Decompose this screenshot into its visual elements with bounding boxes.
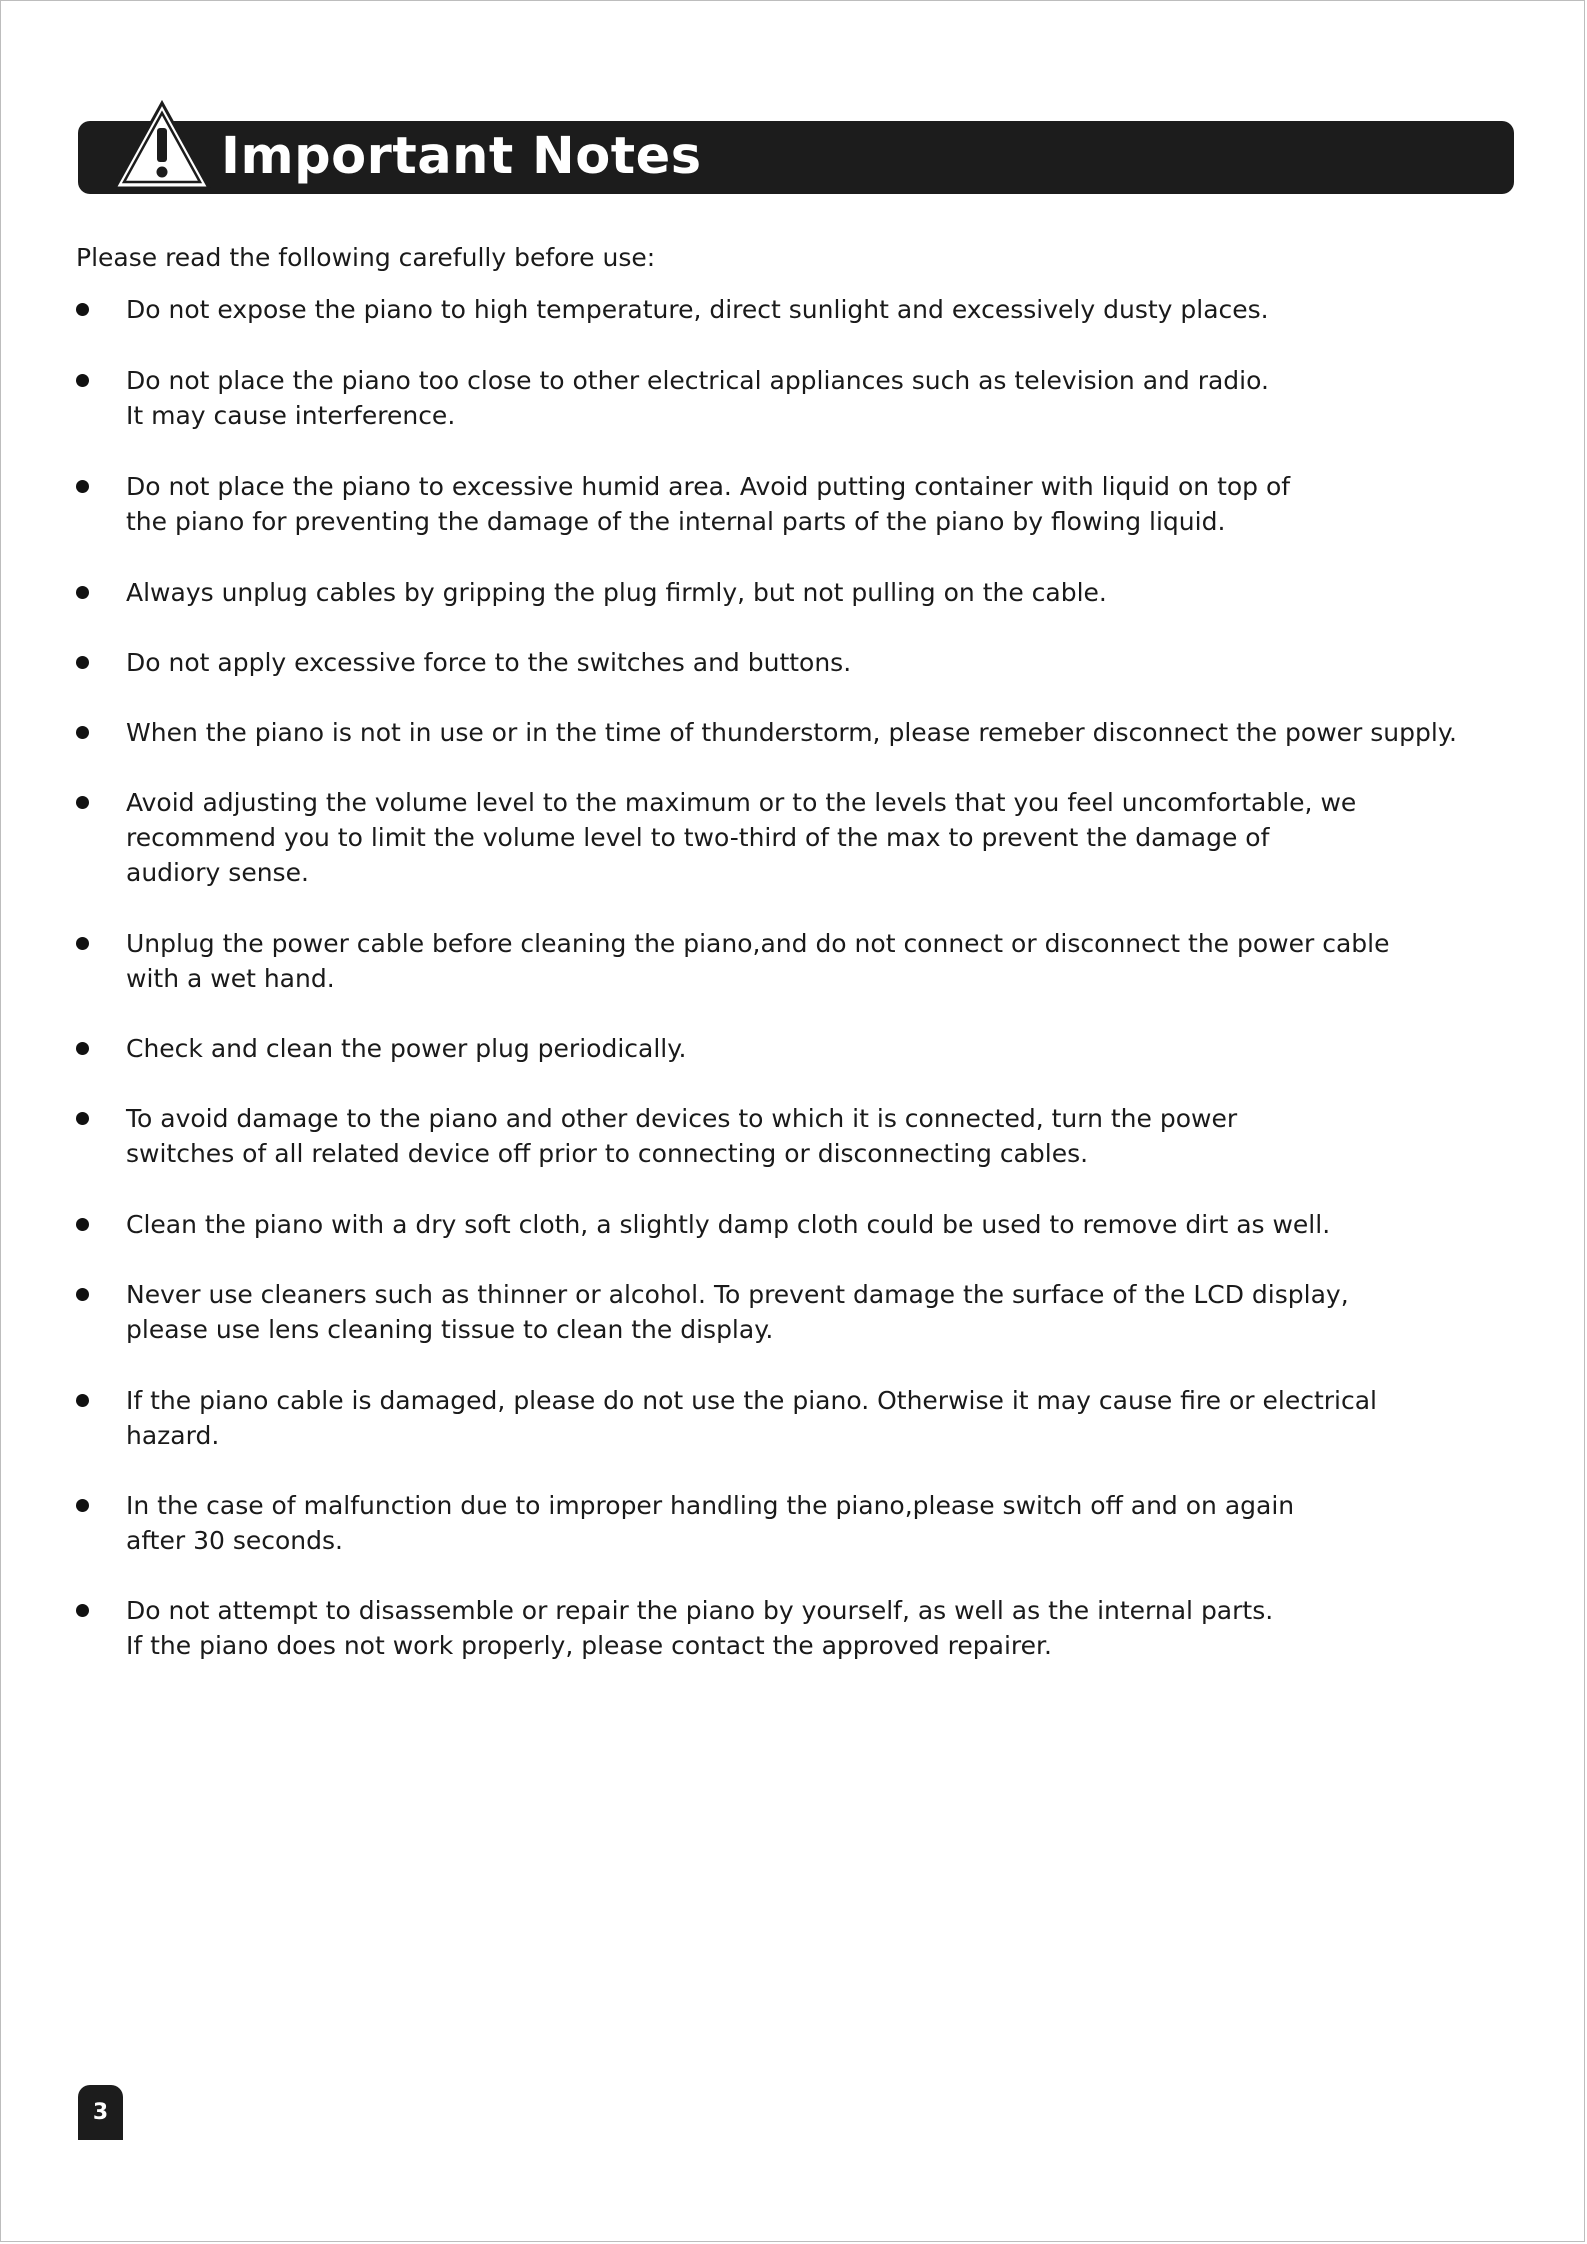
note-line: after 30 seconds. [126,1526,343,1555]
bullet-icon [76,937,89,950]
note-text [126,469,1526,539]
bullet-icon [76,1394,89,1407]
note-text [126,1277,1526,1347]
note-line: Avoid adjusting the volume level to the maximum or to the levels that you feel uncomfortable, we [126,788,1357,817]
bullet-icon [76,796,89,809]
bullet-icon [76,374,89,387]
note-line: If the piano does not work properly, please contact the approved repairer. [126,1631,1052,1660]
bullet-icon [76,303,89,316]
bullet-icon [76,1604,89,1617]
bullet-icon [76,726,89,739]
note-text [126,1207,1526,1242]
note-line: please use lens cleaning tissue to clean the display. [126,1315,774,1344]
note-text [126,575,1526,610]
note-line: audiory sense. [126,858,309,887]
note-line: Do not place the piano too close to other electrical appliances such as television and radio. [126,366,1269,395]
note-text [126,785,1526,890]
bullet-icon [76,1499,89,1512]
note-line: When the piano is not in use or in the time of thunderstorm, please remeber disconnect the power supply. [126,718,1458,747]
page-number: 3 [78,2085,123,2140]
note-line: Do not expose the piano to high temperature, direct sunlight and excessively dusty places. [126,295,1269,324]
note-text [126,645,1526,680]
note-text [126,1593,1526,1663]
note-line: hazard. [126,1421,220,1450]
note-line: To avoid damage to the piano and other devices to which it is connected, turn the power [126,1104,1238,1133]
bullet-icon [76,1288,89,1301]
note-line: If the piano cable is damaged, please do not use the piano. Otherwise it may cause fire or electrical [126,1386,1378,1415]
note-text [126,292,1526,327]
bullet-icon [76,1112,89,1125]
note-line: the piano for preventing the damage of the internal parts of the piano by flowing liquid. [126,507,1226,536]
warning-triangle-icon [112,100,212,192]
note-line: Check and clean the power plug periodically. [126,1034,687,1063]
note-text [126,926,1526,996]
note-line: Do not apply excessive force to the switches and buttons. [126,648,852,677]
bullet-icon [76,656,89,669]
note-text [126,715,1526,750]
note-line: Always unplug cables by gripping the plug firmly, but not pulling on the cable. [126,578,1107,607]
note-line: Clean the piano with a dry soft cloth, a slightly damp cloth could be used to remove dirt as well. [126,1210,1331,1239]
note-text [126,1101,1526,1171]
note-text [126,1383,1526,1453]
note-line: In the case of malfunction due to improper handling the piano,please switch off and on again [126,1491,1295,1520]
note-line: Do not place the piano to excessive humid area. Avoid putting container with liquid on top of [126,472,1291,501]
bullet-icon [76,1042,89,1055]
note-text [126,1488,1526,1558]
note-text [126,363,1526,433]
note-line: with a wet hand. [126,964,335,993]
bullet-icon [76,586,89,599]
bullet-icon [76,1218,89,1231]
page-title: Important Notes [221,127,702,186]
note-line: It may cause interference. [126,401,456,430]
note-line: Never use cleaners such as thinner or alcohol. To prevent damage the surface of the LCD display, [126,1280,1349,1309]
note-line: Unplug the power cable before cleaning the piano,and do not connect or disconnect the power cable [126,929,1390,958]
note-line: recommend you to limit the volume level to two-third of the max to prevent the damage of [126,823,1270,852]
note-line: switches of all related device off prior to connecting or disconnecting cables. [126,1139,1089,1168]
note-text [126,1031,1526,1066]
intro-text: Please read the following carefully before use: [76,243,656,272]
bullet-icon [76,480,89,493]
note-line: Do not attempt to disassemble or repair the piano by yourself, as well as the internal parts. [126,1596,1274,1625]
